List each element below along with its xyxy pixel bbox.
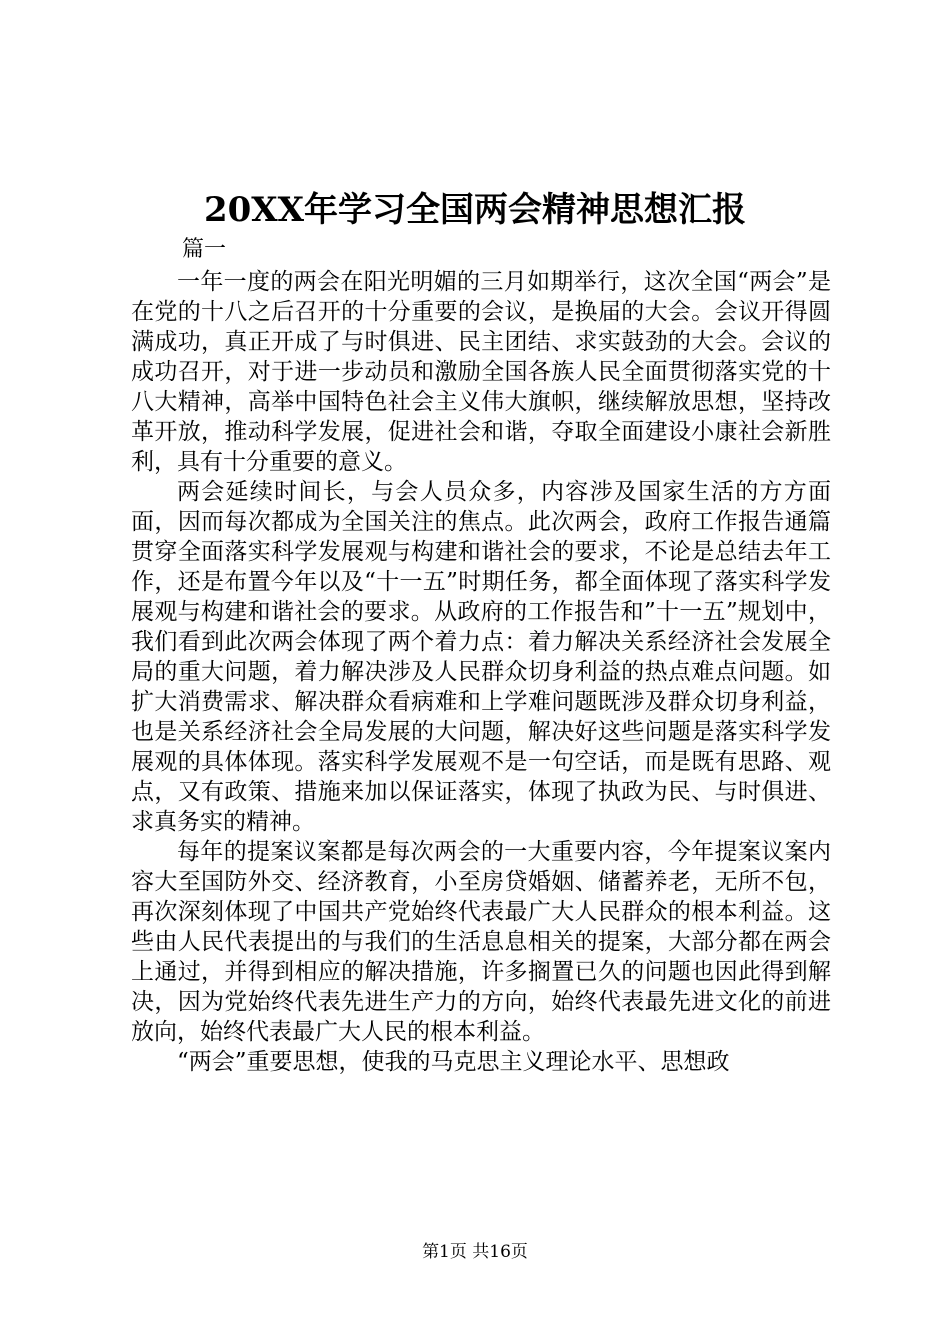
section-label: 篇一 bbox=[182, 237, 227, 262]
page-footer: 第1页 共16页 bbox=[422, 1242, 528, 1262]
paragraph: “两会”重要思想，使我的马克思主义理论水平、思想政 bbox=[177, 1049, 730, 1075]
paragraph: 两会延续时间长，与会人员众多，内容涉及国家生活的方方面面，因而每次都成为全国关注的焦点。此次两会，政府工作报告通篇贯穿全面落实科学发展观与构建和谐社会的要求，不论是总结去年工作，还是布置今年以及“十一五”时期任务，都全面体现了落实科学发展观与构建和谐社会的要求。从政府的工作报告和”十一五”规划中，我们看到此次两会体现了两个着力点：着力解决关系经济社会发展全局的重大问题，着力解决涉及人民群众切身利益的热点难点问题。如扩大消费需求、解决群众看病难和上学难问题既涉及群众切身利益，也是关系经济社会全局发展的大问题，解决好这些问题是落实科学发展观的具体体现。落实科学发展观不是一句空话，而是既有思路、观点，又有政策、措施来加以保证落实，体现了执政为民、与时俱进、求真务实的精神。 bbox=[131, 479, 831, 835]
paragraph: 每年的提案议案都是每次两会的一大重要内容，今年提案议案内容大至国防外交、经济教育，小至房贷婚姻、储蓄养老，无所不包，再次深刻体现了中国共产党始终代表最广大人民群众的根本利益。这些由人民代表提出的与我们的生活息息相关的提案，大部分都在两会上通过，并得到相应的解决措施，许多搁置已久的问题也因此得到解决，因为党始终代表先进生产力的方向，始终代表最先进文化的前进放向，始终代表最广大人民的根本利益。 bbox=[131, 839, 831, 1045]
document-title: 20XX年学习全国两会精神思想汇报 bbox=[203, 190, 747, 230]
document-body bbox=[131, 267, 831, 1077]
paragraph: 一年一度的两会在阳光明媚的三月如期举行，这次全国“两会”是在党的十八之后召开的十分重要的会议，是换届的大会。会议开得圆满成功，真正开成了与时俱进、民主团结、求实鼓劲的大会。会议的成功召开，对于进一步动员和激励全国各族人民全面贯彻落实党的十八大精神，高举中国特色社会主义伟大旗帜，继续解放思想，坚持改革开放，推动科学发展，促进社会和谐，夺取全面建设小康社会新胜利，具有十分重要的意义。 bbox=[131, 269, 831, 475]
